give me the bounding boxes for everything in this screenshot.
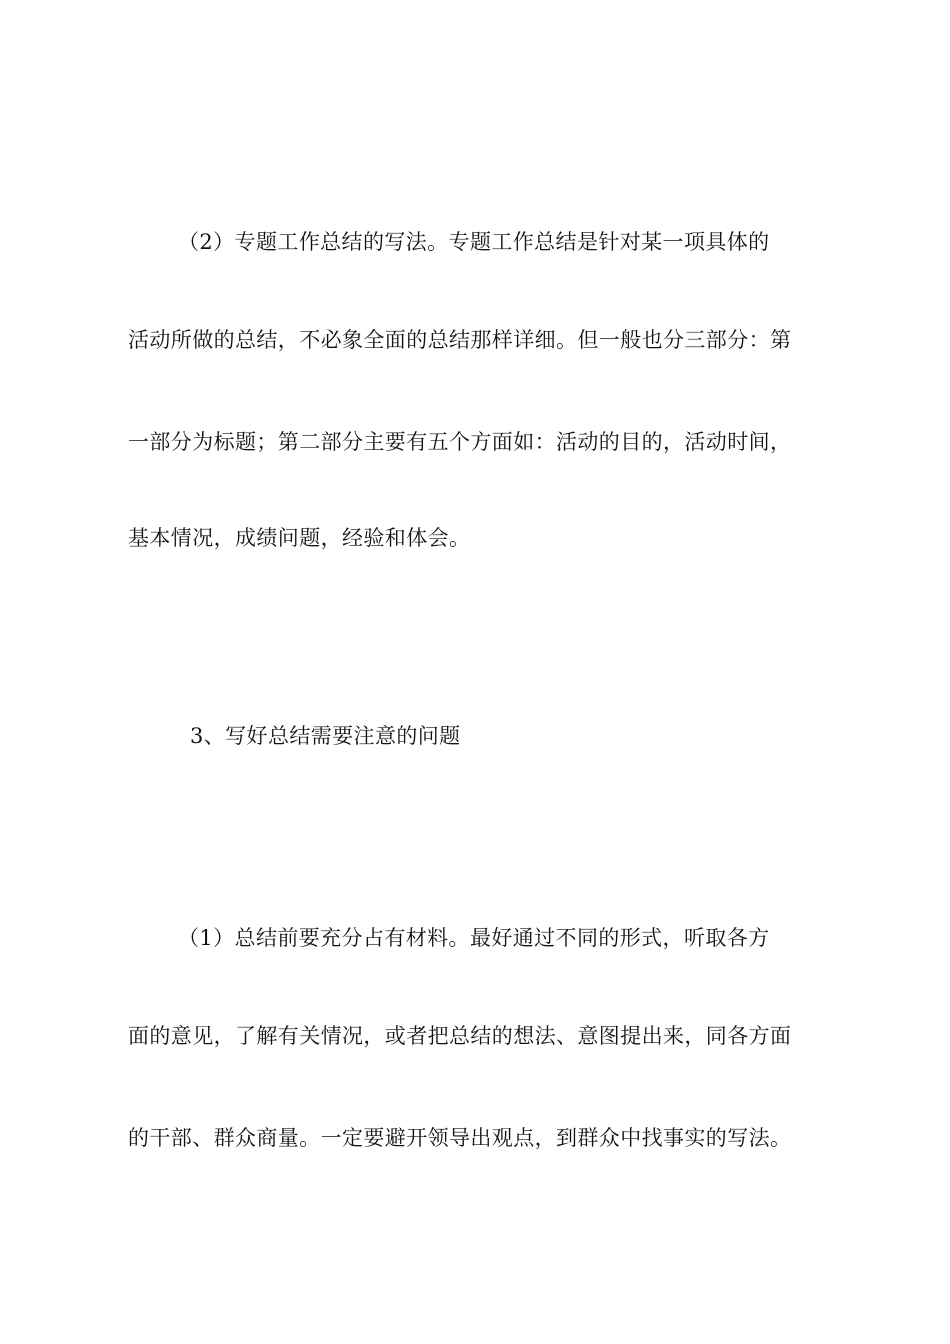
paragraph-2-line-1: （2）专题工作总结的写法。专题工作总结是针对某一项具体的 xyxy=(178,230,770,254)
paragraph-2-line-4: 基本情况，成绩问题，经验和体会。 xyxy=(128,526,471,550)
section-heading-3: 3、写好总结需要注意的问题 xyxy=(190,724,461,748)
paragraph-3-1-line-3: 的干部、群众商量。一定要避开领导出观点，到群众中找事实的写法。 xyxy=(128,1126,792,1150)
paragraph-3-1-line-1: （1）总结前要充分占有材料。最好通过不同的形式，听取各方 xyxy=(178,926,770,950)
paragraph-3-1-line-2: 面的意见，了解有关情况，或者把总结的想法、意图提出来，同各方面 xyxy=(128,1024,792,1048)
paragraph-2-line-3: 一部分为标题；第二部分主要有五个方面如：活动的目的，活动时间， xyxy=(128,430,792,454)
paragraph-2-line-2: 活动所做的总结，不必象全面的总结那样详细。但一般也分三部分：第 xyxy=(128,328,792,352)
